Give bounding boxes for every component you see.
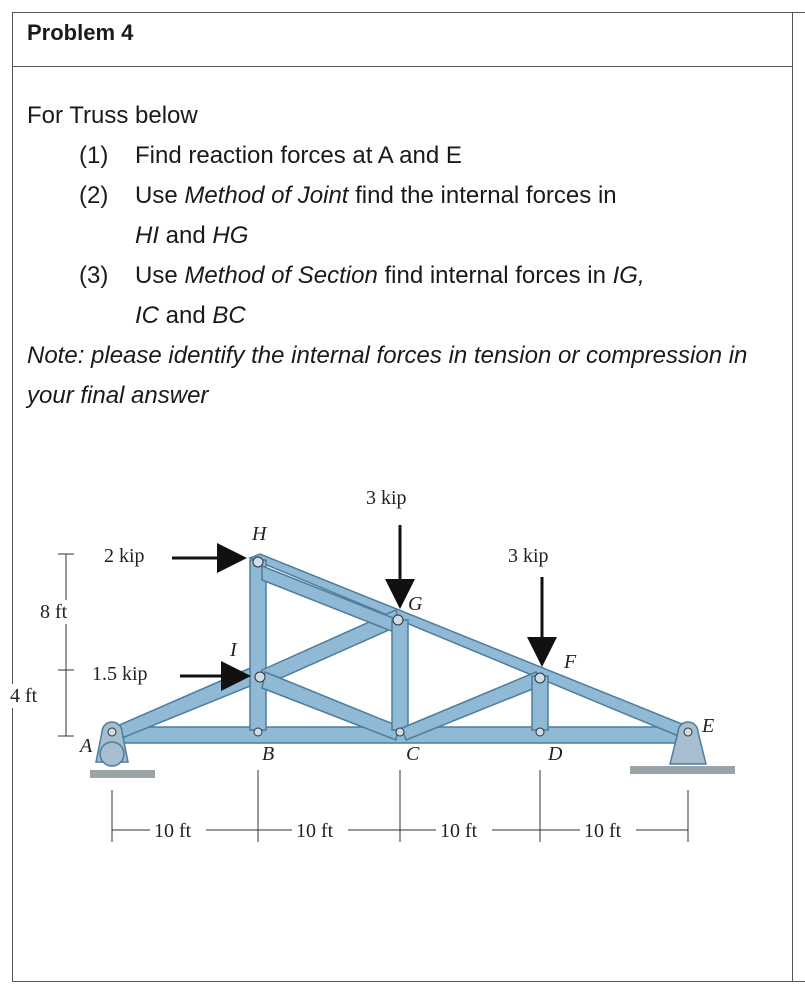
task-emphasis: Method of Section (184, 262, 378, 289)
task-text: Use (135, 262, 185, 289)
ground-left (90, 770, 155, 778)
header-divider (12, 66, 792, 67)
task-text: Find reaction forces at A and E (135, 142, 462, 169)
load-label-G: 3 kip (366, 487, 407, 509)
node-label-B: B (262, 743, 275, 765)
pin-A (108, 728, 116, 736)
task-item (27, 256, 787, 336)
dim-label-span: 10 ft (296, 820, 334, 842)
node-label-I: I (230, 639, 237, 661)
member-HG-brace (262, 566, 398, 632)
table-border-stub (792, 12, 805, 13)
task-list (27, 136, 787, 336)
pin-D (536, 728, 544, 736)
dim-label-span: 10 ft (154, 820, 192, 842)
dim-label-span: 10 ft (584, 820, 622, 842)
task-emphasis: HI (135, 222, 159, 249)
member-HB (250, 560, 266, 730)
node-label-H: H (252, 523, 267, 545)
task-item (27, 136, 787, 176)
dim-label-span: 10 ft (440, 820, 478, 842)
pin-C (396, 728, 404, 736)
intro-text: For Truss below (27, 102, 198, 129)
task-text: find the internal forces in (348, 182, 617, 209)
node-label-C: C (406, 743, 420, 765)
node-label-E: E (702, 715, 715, 737)
pin-G (393, 615, 403, 625)
pin-E (684, 728, 692, 736)
note-text: Note: please identify the internal forces in tension or compression in your final answer (27, 342, 748, 409)
node-label-G: G (408, 593, 423, 615)
node-label-D: D (548, 743, 563, 765)
task-emphasis: IC (135, 302, 159, 329)
task-text: Use (135, 182, 185, 209)
task-emphasis: HG (212, 222, 249, 249)
problem-title: Problem 4 (27, 20, 134, 45)
pin-B (254, 728, 262, 736)
task-number: (1) (79, 142, 109, 169)
ground-right (630, 766, 735, 774)
member-GC (392, 620, 408, 730)
pin-F (535, 673, 545, 683)
pin-I (255, 672, 265, 682)
table-border-bottom (12, 981, 792, 982)
task-number: (2) (79, 182, 109, 209)
task-emphasis: IG, (612, 262, 645, 289)
task-item (27, 176, 787, 256)
load-label-H: 2 kip (104, 545, 145, 567)
task-text: find internal forces in (377, 262, 613, 289)
task-text: and (159, 222, 213, 249)
load-label-I: 1.5 kip (92, 663, 148, 685)
node-label-F: F (564, 651, 577, 673)
task-text: and (159, 302, 213, 329)
task-number: (3) (79, 262, 109, 289)
problem-statement (27, 96, 787, 416)
task-emphasis: BC (212, 302, 246, 329)
member-FD (532, 676, 548, 730)
truss-figure (0, 470, 805, 850)
roller-A (100, 742, 124, 766)
dim-label-8ft: 8 ft (40, 601, 68, 623)
task-emphasis: Method of Joint (184, 182, 349, 209)
load-label-F: 3 kip (508, 545, 549, 567)
dim-label-4ft: 4 ft (10, 685, 38, 707)
table-border-stub (792, 981, 805, 982)
header-cell (12, 12, 792, 56)
node-label-A: A (80, 735, 93, 757)
pin-H (253, 557, 263, 567)
